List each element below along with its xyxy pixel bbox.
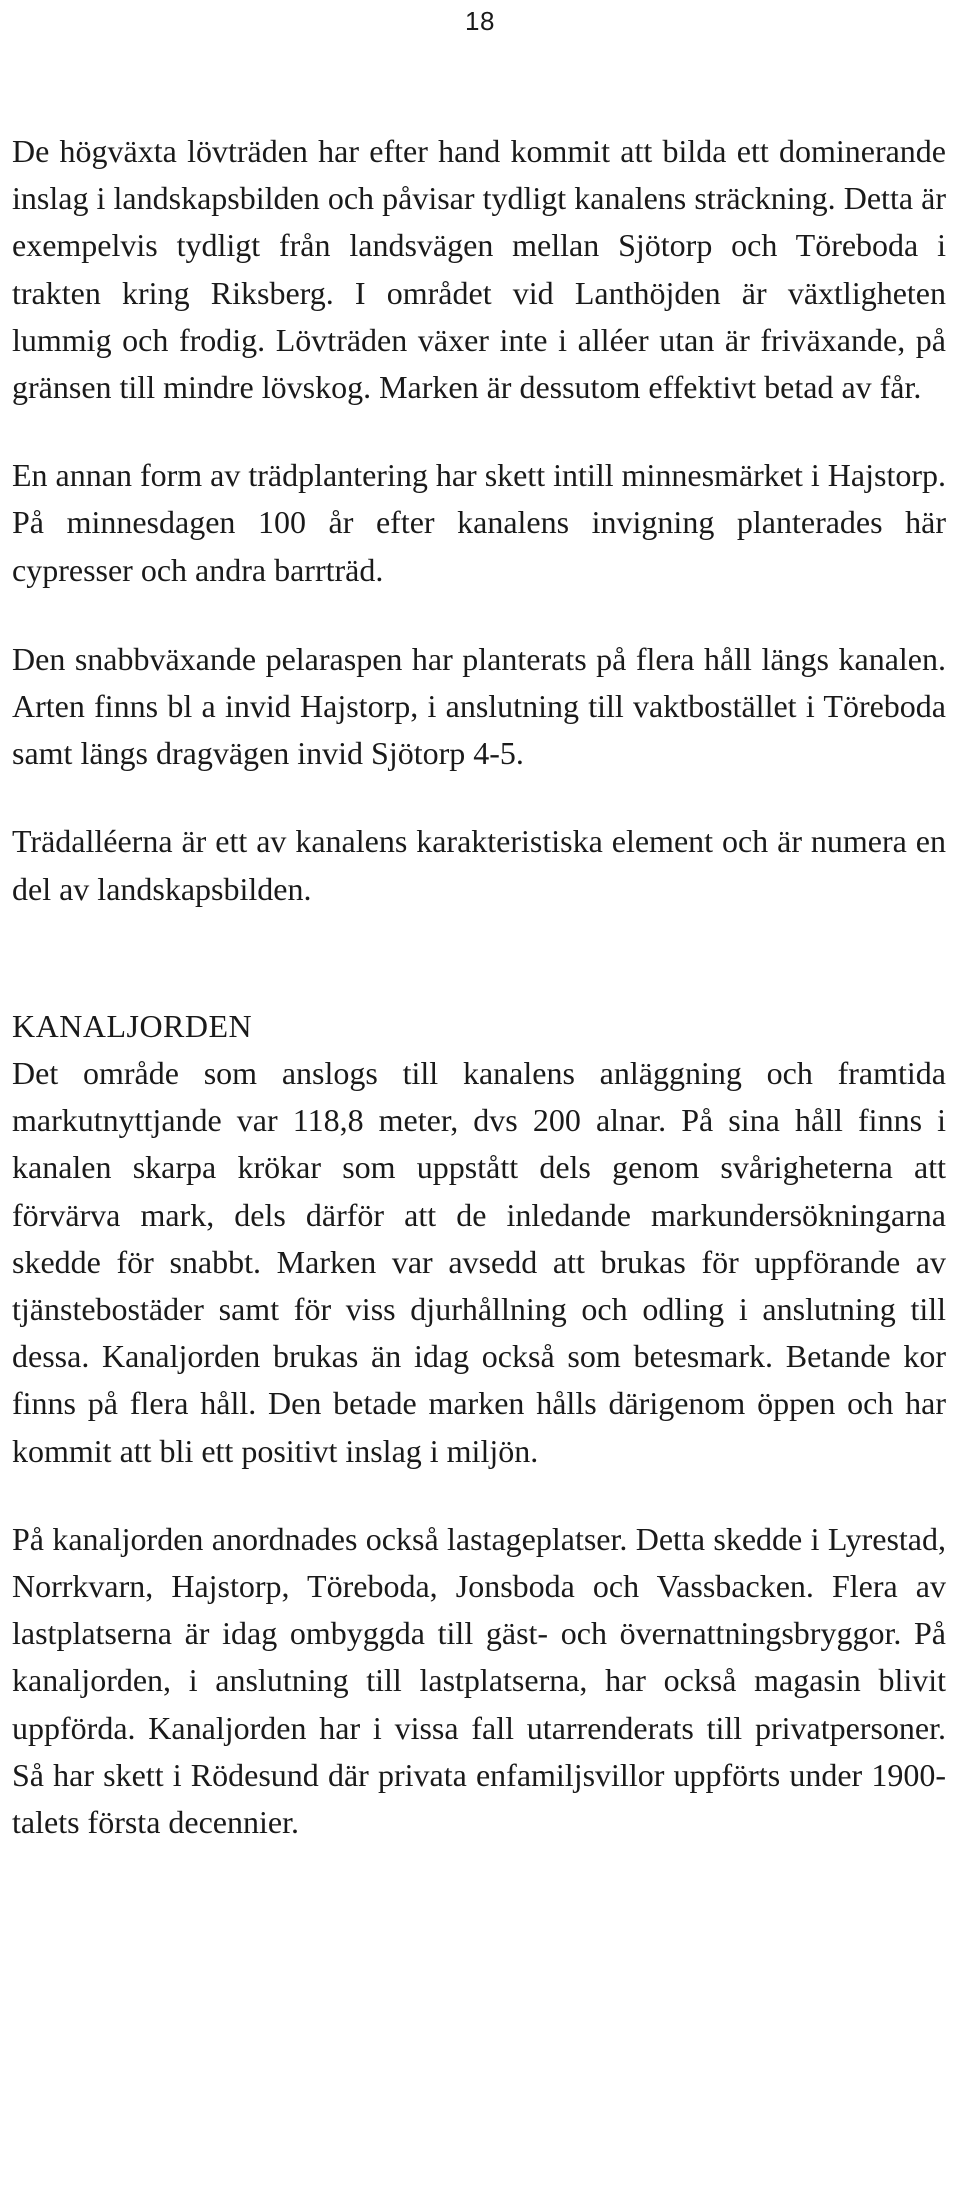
- paragraph-lovtraden: De högväxta lövträden har efter hand kommit att bilda ett dominerande inslag i landskapsbilden och påvisar tydligt kanalens sträckning. Detta är exempelvis tydligt från landsvägen mellan Sjötorp och Töreboda i trakten kring Riksberg. I området vid Lanthöjden är växtligheten lummig och frodig. Lövträden växer inte i alléer utan är friväxande, på gränsen till mindre lövskog. Marken är dessutom effektivt betad av får.: [12, 133, 946, 406]
- paragraph-pelaraspen: Den snabbväxande pelaraspen har planterats på flera håll längs kanalen. Arten finns bl a invid Hajstorp, i anslutning till vaktbostället i Töreboda samt längs dragvägen invid Sjötorp 4-5.: [12, 640, 946, 772]
- paragraph-kanaljorden-omrade: Det område som anslogs till kanalens anläggning och framtida markutnyttjande var 118,8 meter, dvs 200 alnar. På sina håll finns i kanalen skarpa krökar som uppstått dels genom svårigheterna att förvärva mark, dels därför att de inledande markundersökningarna skedde för snabbt. Marken var avsedd att brukas för uppförande av tjänstebostäder samt för viss djurhållning och odling i anslutning till dessa. Kanaljorden brukas än idag också som betesmark. Betande kor finns på flera håll. Den betade marken hålls därigenom öppen och har kommit att bli ett positivt inslag i miljön.: [12, 1055, 946, 1469]
- paragraph-lastageplatser: På kanaljorden anordnades också lastageplatser. Detta skedde i Lyrestad, Norrkvarn, Hajstorp, Töreboda, Jonsboda och Vassbacken. Flera av lastplatserna är idag ombyggda till gäst- och övernattningsbryggor. På kanaljorden, i anslutning till lastplatserna, har också magasin blivit uppförda. Kanaljorden har i vissa fall utarrenderats till privatpersoner. Så har skett i Rödesund där privata enfamiljsvillor uppförts under 1900-talets första decennier.: [12, 1520, 946, 1841]
- paragraph-tradplantering: En annan form av trädplantering har skett intill minnesmärket i Hajstorp. På minnesdagen 100 år efter kanalens invigning planterades här cypresser och andra barrträd.: [12, 457, 946, 588]
- page-number: 18: [465, 6, 495, 36]
- section-heading-kanaljorden: KANALJORDEN: [12, 1007, 253, 1044]
- document-body: [12, 128, 946, 1846]
- paragraph-tradalleerna: Trädalléerna är ett av kanalens karakteristiska element och är numera en del av landskapsbilden.: [12, 823, 946, 907]
